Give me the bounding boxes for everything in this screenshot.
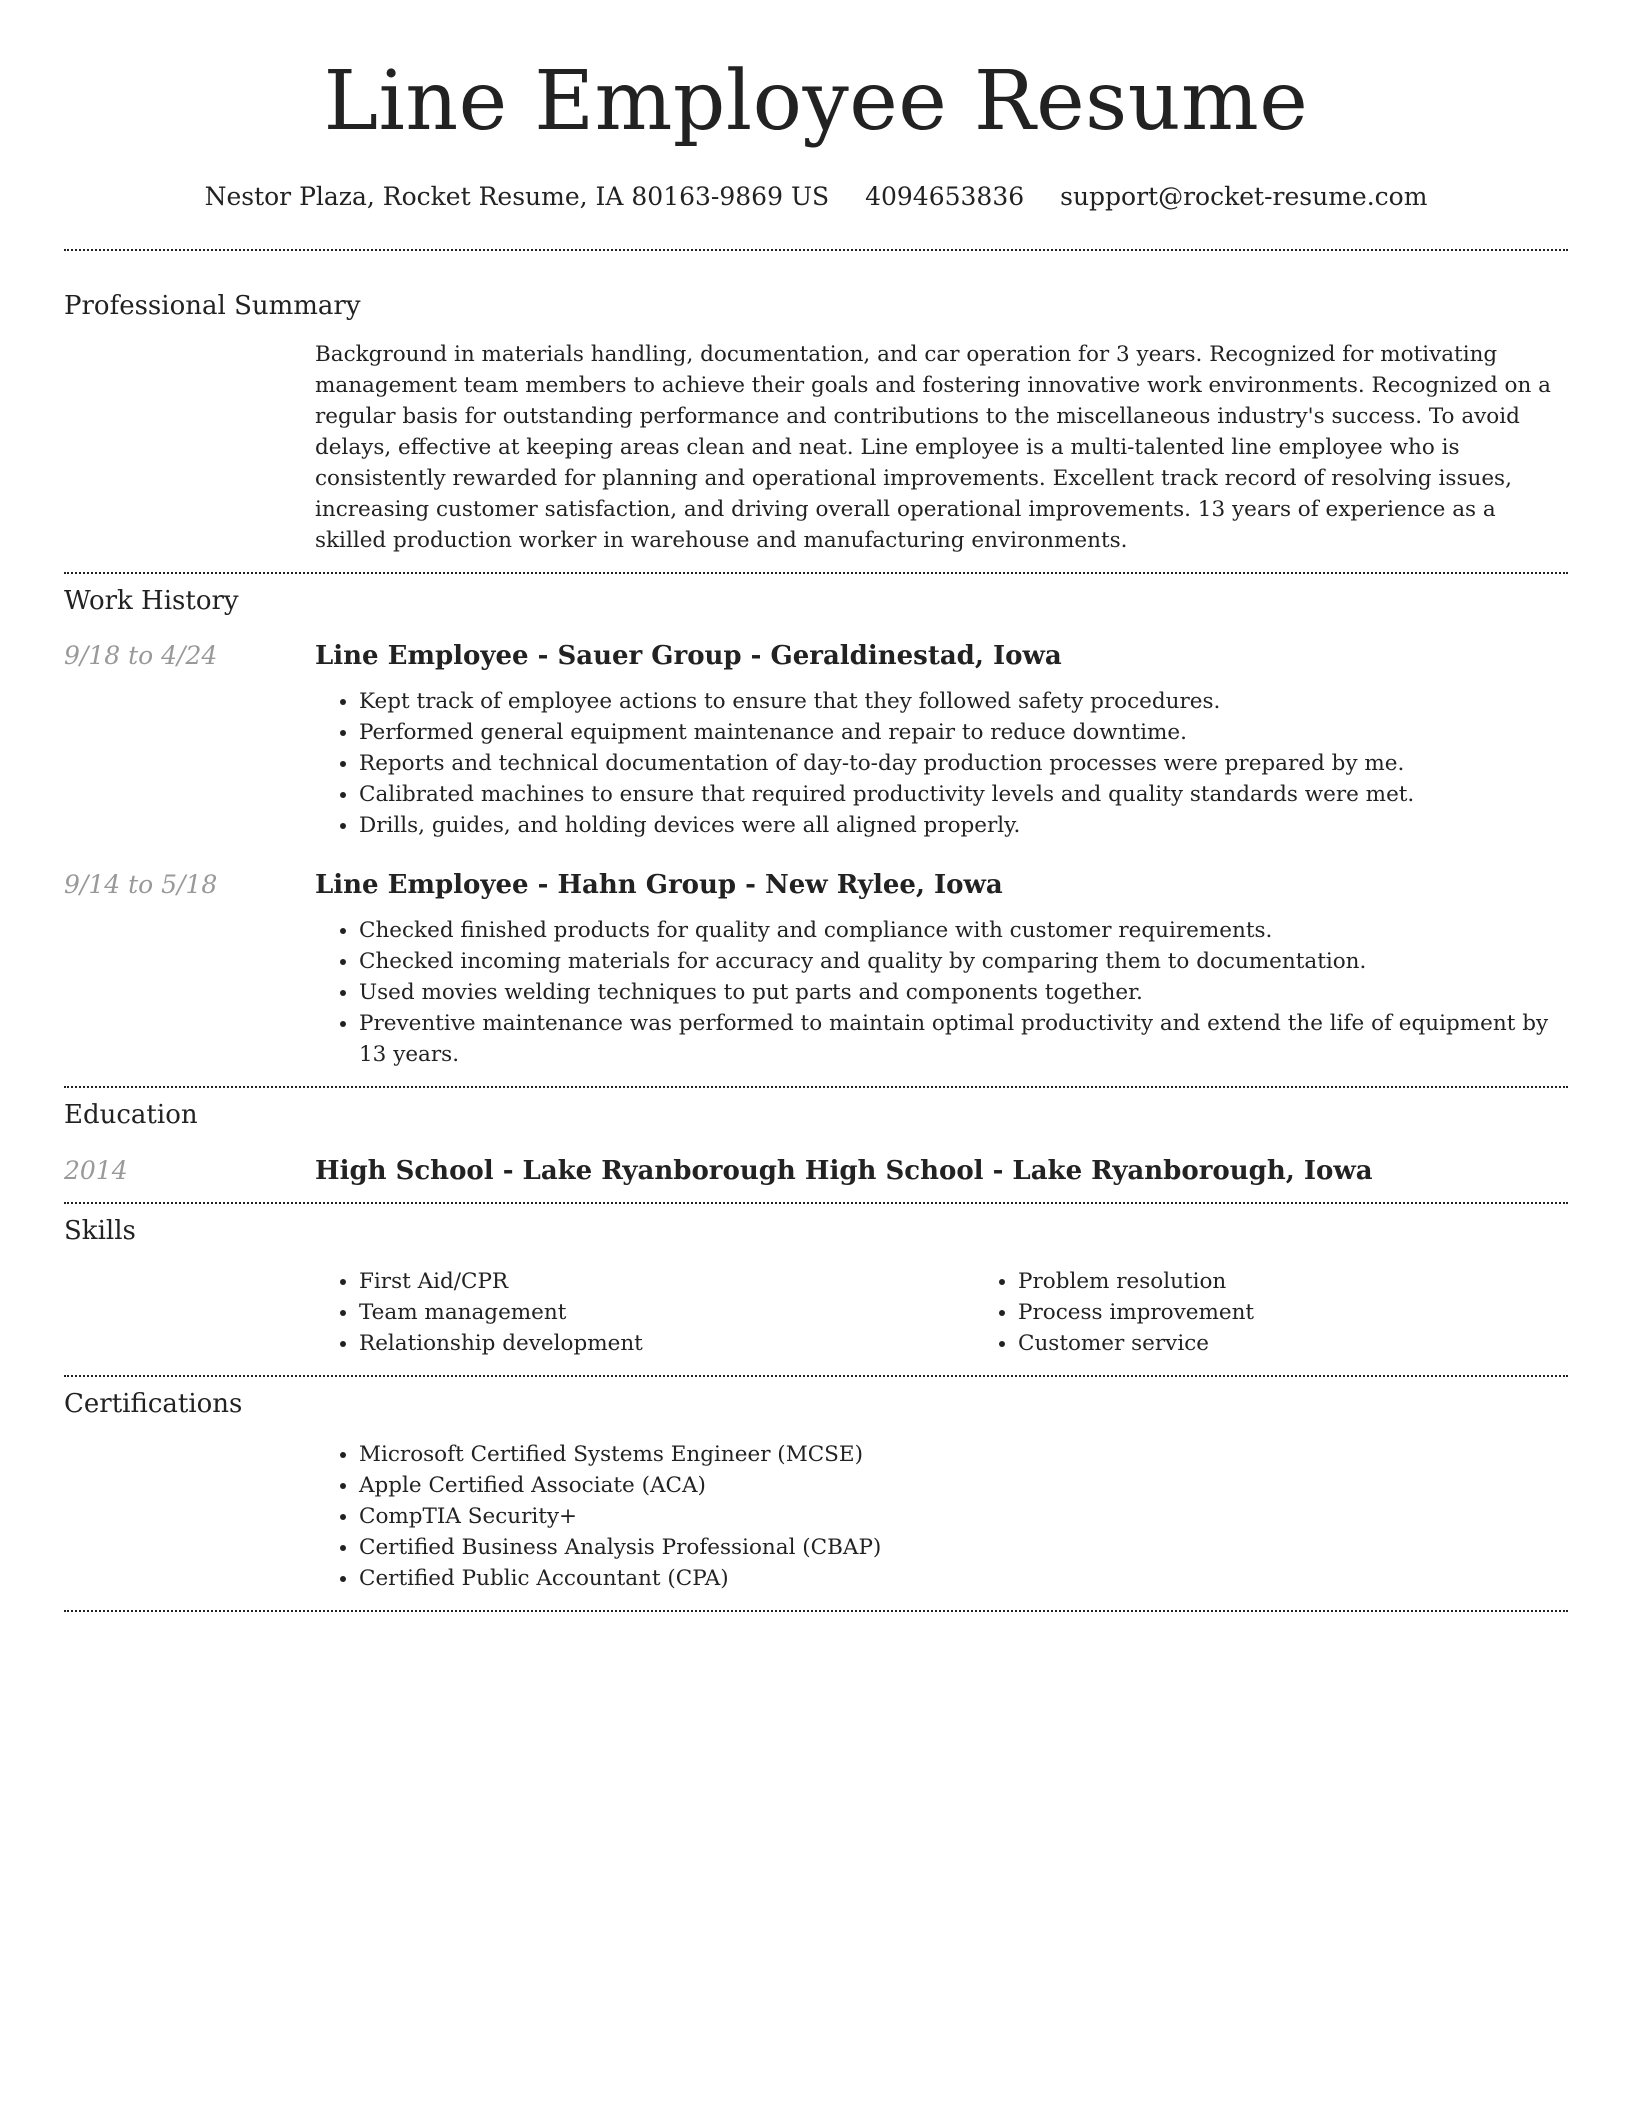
- job-title: Line Employee - Hahn Group - New Rylee, Iowa: [315, 870, 1003, 900]
- skill-item: • Process improvement: [1018, 1297, 1632, 1328]
- certification-item: • Apple Certified Associate (ACA): [359, 1470, 1568, 1501]
- job-title: Line Employee - Sauer Group - Geraldinestad, Iowa: [315, 641, 1062, 671]
- section-heading-skills: Skills: [64, 1216, 136, 1246]
- skill-item: • Customer service: [1018, 1328, 1632, 1359]
- skills-list-right: [974, 1266, 1632, 1359]
- job-duty: • Performed general equipment maintenance and repair to reduce downtime.: [359, 717, 1568, 748]
- section-heading-work: Work History: [64, 586, 239, 616]
- certifications-section: [64, 1377, 1568, 1610]
- certification-item: • Certified Public Accountant (CPA): [359, 1563, 1568, 1594]
- summary-text: Background in materials handling, documentation, and car operation for 3 years. Recognized for motivating management team members to achieve their goals and fostering innovative work environments. Recognized on a regular basis for outstanding performance and contributions to the miscellaneous industry's success. To avoid delays, effective at keeping areas clean and neat. Line employee is a multi-talented line employee who is consistently rewarded for planning and operational improvements. Excellent track record of resolving issues, increasing customer satisfaction, and driving overall operational improvements. 13 years of experience as a skilled production worker in warehouse and manufacturing environments.: [315, 342, 1551, 553]
- job-duties: [315, 915, 1568, 1070]
- skills-section: [64, 1204, 1568, 1375]
- section-heading-education: Education: [64, 1100, 198, 1130]
- skill-item: • Problem resolution: [1018, 1266, 1632, 1297]
- skill-item: • Relationship development: [359, 1328, 974, 1359]
- summary-section: [64, 251, 1568, 572]
- education-title: High School - Lake Ryanborough High School - Lake Ryanborough, Iowa: [315, 1156, 1373, 1186]
- job-duty: • Kept track of employee actions to ensure that they followed safety procedures.: [359, 686, 1568, 717]
- job-duties: [315, 686, 1568, 841]
- certification-item: • CompTIA Security+: [359, 1501, 1568, 1532]
- skill-item: • First Aid/CPR: [359, 1266, 974, 1297]
- job-duty: • Used movies welding techniques to put parts and components together.: [359, 977, 1568, 1008]
- skill-item: • Team management: [359, 1297, 974, 1328]
- education-section: [64, 1088, 1568, 1202]
- job-entry: [64, 868, 1568, 1070]
- job-duty: • Checked finished products for quality and compliance with customer requirements.: [359, 915, 1568, 946]
- job-duty: • Drills, guides, and holding devices were all aligned properly.: [359, 810, 1568, 841]
- contact-line: [64, 180, 1568, 214]
- contact-email: support@rocket-resume.com: [1060, 182, 1428, 211]
- certification-item: • Microsoft Certified Systems Engineer (MCSE): [359, 1439, 1568, 1470]
- job-duty: • Calibrated machines to ensure that required productivity levels and quality standards were met.: [359, 779, 1568, 810]
- job-entry: [64, 639, 1568, 841]
- education-entry: [64, 1154, 1568, 1188]
- job-duty: • Reports and technical documentation of day-to-day production processes were prepared by me.: [359, 748, 1568, 779]
- skills-list-left: [315, 1266, 974, 1359]
- section-divider: [64, 1610, 1568, 1612]
- job-duty: • Checked incoming materials for accuracy and quality by comparing them to documentation.: [359, 946, 1568, 977]
- contact-phone: 4094653836: [865, 182, 1025, 211]
- resume-title: Line Employee Resume: [323, 54, 1309, 149]
- contact-address: Nestor Plaza, Rocket Resume, IA 80163-9869 US: [204, 182, 830, 211]
- certification-item: • Certified Business Analysis Professional (CBAP): [359, 1532, 1568, 1563]
- section-heading-summary: Professional Summary: [64, 291, 361, 321]
- certifications-list: [315, 1439, 1568, 1594]
- section-heading-certifications: Certifications: [64, 1389, 243, 1419]
- job-dates: 9/18 to 4/24: [64, 641, 218, 670]
- job-duty: • Preventive maintenance was performed to maintain optimal productivity and extend the life of equipment by 13 years.: [359, 1008, 1568, 1070]
- work-history-section: [64, 574, 1568, 1086]
- job-dates: 9/14 to 5/18: [64, 870, 218, 899]
- education-date: 2014: [64, 1156, 128, 1185]
